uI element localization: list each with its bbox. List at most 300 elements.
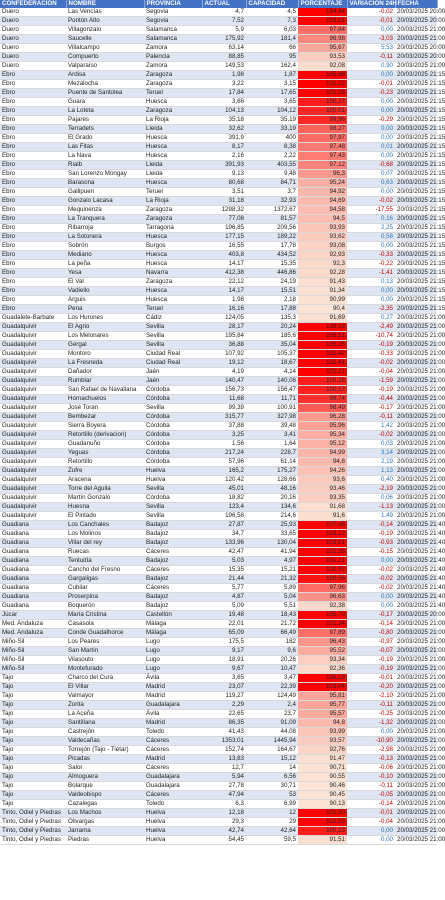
cell-fecha: 20/03/2025 21:00 <box>397 791 445 798</box>
table-row[interactable] <box>0 710 437 719</box>
cell-porcentaje: 95,12 <box>298 440 347 449</box>
cell-porcentaje: 91,51 <box>298 836 347 845</box>
column-header-actual[interactable]: ACTUAL <box>202 0 246 8</box>
table-row[interactable] <box>0 449 437 458</box>
cell-variacion: -0,14 <box>347 620 395 629</box>
table-row[interactable] <box>0 818 437 827</box>
table-row[interactable] <box>0 386 437 395</box>
table-row[interactable] <box>0 665 437 674</box>
cell-nombre: La Fresneda <box>66 359 144 368</box>
table-row[interactable] <box>0 683 437 692</box>
cell-actual: 47,94 <box>202 791 246 800</box>
cell-variacion: -0,01 <box>347 674 395 683</box>
cell-actual: 6,3 <box>202 800 246 809</box>
table-row[interactable] <box>0 611 437 620</box>
cell-variacion: 0,58 <box>347 233 395 242</box>
table-row[interactable] <box>0 152 437 161</box>
cell-provincia: Huelva <box>144 836 202 845</box>
cell-variacion: -0,19 <box>347 530 395 539</box>
cell-provincia: Badajoz <box>144 575 202 584</box>
table-row[interactable] <box>0 404 437 413</box>
cell-capacidad: 6,99 <box>246 800 298 809</box>
cell-porcentaje: 99,74 <box>298 395 347 404</box>
cell-variacion: -0,80 <box>347 629 395 638</box>
cell-actual: 45,01 <box>202 485 246 494</box>
cell-actual: 18,91 <box>202 656 246 665</box>
cell-fecha: 20/03/2025 21:15 <box>397 170 445 177</box>
table-row[interactable] <box>0 467 437 476</box>
table-row[interactable] <box>0 215 437 224</box>
cell-fecha: 20/03/2025 21:00 <box>397 404 445 411</box>
cell-fecha: 20/03/2025 21:00 <box>397 395 445 402</box>
cell-confederacion: Tajo <box>0 755 66 764</box>
cell-porcentaje: 104,44 <box>298 8 347 17</box>
cell-capacidad: 5,04 <box>246 593 298 602</box>
cell-nombre: José Toran <box>66 404 144 413</box>
table-row[interactable] <box>0 620 437 629</box>
cell-confederacion: Guadalquivir <box>0 350 66 359</box>
cell-confederacion: Guadalquivir <box>0 512 66 521</box>
cell-nombre: El Val <box>66 278 144 287</box>
cell-fecha: 20/03/2025 21:15 <box>397 134 445 141</box>
cell-variacion: -0,14 <box>347 800 395 809</box>
cell-confederacion: Tinto, Odiel y Piedras <box>0 836 66 845</box>
cell-fecha: 20/03/2025 21:15 <box>397 197 445 204</box>
table-row[interactable] <box>0 431 437 440</box>
header-row <box>0 0 437 8</box>
cell-capacidad: 130,04 <box>246 539 298 548</box>
cell-fecha: 20/03/2025 21:00 <box>397 350 445 357</box>
cell-fecha: 20/03/2025 21:00 <box>397 836 445 843</box>
table-row[interactable] <box>0 44 437 53</box>
table-row[interactable] <box>0 116 437 125</box>
cell-capacidad: 33,19 <box>246 125 298 134</box>
cell-actual: 27,87 <box>202 521 246 530</box>
cell-confederacion: Tajo <box>0 782 66 791</box>
cell-actual: 412,38 <box>202 269 246 278</box>
table-row[interactable] <box>0 413 437 422</box>
cell-nombre: Valdeobispo <box>66 791 144 800</box>
cell-actual: 13,83 <box>202 755 246 764</box>
cell-variacion: -0,02 <box>347 359 395 368</box>
table-row[interactable] <box>0 62 437 71</box>
cell-actual: 5,03 <box>202 557 246 566</box>
cell-fecha: 20/03/2025 21:00 <box>397 755 445 762</box>
cell-nombre: Saucelle <box>66 35 144 44</box>
cell-provincia: Córdoba <box>144 458 202 467</box>
cell-porcentaje: 93,6 <box>298 476 347 485</box>
table-row[interactable] <box>0 512 437 521</box>
cell-variacion: -0,11 <box>347 701 395 710</box>
cell-variacion: 2,25 <box>347 224 395 233</box>
table-row[interactable] <box>0 26 437 35</box>
cell-porcentaje: 101,03 <box>298 818 347 827</box>
cell-provincia: Badajoz <box>144 539 202 548</box>
cell-variacion: -0,06 <box>347 764 395 773</box>
cell-variacion: -0,02 <box>347 575 395 584</box>
table-row[interactable] <box>0 206 437 215</box>
table-row[interactable] <box>0 458 437 467</box>
cell-actual: 80,68 <box>202 179 246 188</box>
table-row[interactable] <box>0 134 437 143</box>
table-row[interactable] <box>0 233 437 242</box>
table-row[interactable] <box>0 35 437 44</box>
cell-fecha: 20/03/2025 21:15 <box>397 179 445 186</box>
cell-provincia: Jaén <box>144 377 202 386</box>
table-row[interactable] <box>0 575 437 584</box>
table-row[interactable] <box>0 89 437 98</box>
cell-fecha: 20/03/2025 21:00 <box>397 710 445 717</box>
table-row[interactable] <box>0 395 437 404</box>
cell-capacidad: 30,71 <box>246 782 298 791</box>
table-row[interactable] <box>0 485 437 494</box>
cell-capacidad: 11,71 <box>246 395 298 404</box>
table-row[interactable] <box>0 8 437 17</box>
cell-porcentaje: 105,25 <box>298 341 347 350</box>
cell-porcentaje: 105,19 <box>298 674 347 683</box>
cell-actual: 9,17 <box>202 647 246 656</box>
cell-capacidad: 91,09 <box>246 719 298 728</box>
cell-provincia: Cáceres <box>144 548 202 557</box>
cell-provincia: Huesca <box>144 296 202 305</box>
cell-provincia: Huelva <box>144 818 202 827</box>
cell-confederacion: Ebro <box>0 269 66 278</box>
table-row[interactable] <box>0 17 437 26</box>
table-row[interactable] <box>0 368 437 377</box>
cell-porcentaje: 103,04 <box>298 683 347 692</box>
table-row[interactable] <box>0 53 437 62</box>
cell-nombre: Montoro <box>66 350 144 359</box>
table-row[interactable] <box>0 260 437 269</box>
cell-variacion: -0,29 <box>347 116 395 125</box>
cell-nombre: Las Fitas <box>66 143 144 152</box>
table-row[interactable] <box>0 269 437 278</box>
table-row[interactable] <box>0 161 437 170</box>
table-row[interactable] <box>0 494 437 503</box>
cell-variacion: -0,17 <box>347 611 395 620</box>
table-row[interactable] <box>0 584 437 593</box>
cell-provincia: Zaragoza <box>144 80 202 89</box>
cell-fecha: 20/03/2025 21:00 <box>397 314 445 321</box>
cell-confederacion: Tajo <box>0 692 66 701</box>
cell-variacion: 0,03 <box>347 440 395 449</box>
table-row[interactable] <box>0 800 437 809</box>
cell-provincia: Cáceres <box>144 566 202 575</box>
table-row[interactable] <box>0 773 437 782</box>
column-header-variacion[interactable]: VARIACION 24H <box>347 0 395 8</box>
cell-porcentaje: 95,52 <box>298 647 347 656</box>
cell-actual: 63,14 <box>202 44 246 53</box>
cell-nombre: Piedras <box>66 836 144 845</box>
table-row[interactable] <box>0 242 437 251</box>
cell-actual: 86,35 <box>202 719 246 728</box>
table-row[interactable] <box>0 836 437 845</box>
table-row[interactable] <box>0 296 437 305</box>
cell-fecha: 20/03/2025 21:00 <box>397 458 445 465</box>
cell-porcentaje: 93,62 <box>298 233 347 242</box>
cell-provincia: Málaga <box>144 620 202 629</box>
cell-variacion: -0,02 <box>347 584 395 593</box>
cell-fecha: 20/03/2025 21:00 <box>397 719 445 726</box>
cell-variacion: 0,00 <box>347 287 395 296</box>
cell-nombre: Los Canchales <box>66 521 144 530</box>
cell-fecha: 20/03/2025 21:15 <box>397 80 445 87</box>
cell-variacion: -0,33 <box>347 350 395 359</box>
cell-capacidad: 66,49 <box>246 629 298 638</box>
cell-variacion: 0,00 <box>347 602 395 611</box>
cell-capacidad: 327,98 <box>246 413 298 422</box>
cell-fecha: 20/03/2025 21:00 <box>397 341 445 348</box>
cell-fecha: 20/03/2025 21:15 <box>397 206 445 213</box>
table-row[interactable] <box>0 341 437 350</box>
cell-confederacion: Tajo <box>0 800 66 809</box>
cell-actual: 9,67 <box>202 665 246 674</box>
table-row[interactable] <box>0 674 437 683</box>
cell-fecha: 20/03/2025 21:00 <box>397 629 445 636</box>
cell-porcentaje: 102,41 <box>298 359 347 368</box>
cell-confederacion: Duero <box>0 17 66 26</box>
cell-confederacion: Miño-Sil <box>0 656 66 665</box>
cell-provincia: Palencia <box>144 53 202 62</box>
table-row[interactable] <box>0 602 437 611</box>
column-header-capacidad[interactable]: CAPACIDAD <box>246 0 298 8</box>
cell-variacion: -0,13 <box>347 755 395 764</box>
table-row[interactable] <box>0 188 437 197</box>
table-row[interactable] <box>0 377 437 386</box>
cell-porcentaje: 100,23 <box>298 827 347 836</box>
cell-provincia: Badajoz <box>144 521 202 530</box>
table-row[interactable] <box>0 638 437 647</box>
table-row[interactable] <box>0 809 437 818</box>
cell-provincia: Ávila <box>144 674 202 683</box>
cell-actual: 35,18 <box>202 116 246 125</box>
table-row[interactable] <box>0 251 437 260</box>
cell-actual: 217,24 <box>202 449 246 458</box>
cell-provincia: Córdoba <box>144 386 202 395</box>
table-row[interactable] <box>0 350 437 359</box>
cell-nombre: Sobrón <box>66 242 144 251</box>
cell-fecha: 20/03/2025 21:00 <box>397 692 445 699</box>
cell-actual: 18,82 <box>202 494 246 503</box>
cell-capacidad: 33,65 <box>246 530 298 539</box>
cell-confederacion: Ebro <box>0 116 66 125</box>
cell-capacidad: 4,14 <box>246 368 298 377</box>
cell-fecha: 20/03/2025 21:00 <box>397 422 445 429</box>
cell-variacion: -0,01 <box>347 80 395 89</box>
cell-confederacion: Med. Andaluza <box>0 629 66 638</box>
cell-capacidad: 5,51 <box>246 602 298 611</box>
cell-confederacion: Ebro <box>0 179 66 188</box>
cell-capacidad: 24,19 <box>246 278 298 287</box>
cell-capacidad: 189,22 <box>246 233 298 242</box>
cell-capacidad: 10,47 <box>246 665 298 674</box>
cell-porcentaje: 95,81 <box>298 692 347 701</box>
cell-provincia: Sevilla <box>144 503 202 512</box>
table-row[interactable] <box>0 782 437 791</box>
cell-porcentaje: 101,26 <box>298 548 347 557</box>
cell-capacidad: 182 <box>246 638 298 647</box>
cell-variacion: 0,00 <box>347 107 395 116</box>
cell-confederacion: Duero <box>0 26 66 35</box>
cell-confederacion: Ebro <box>0 287 66 296</box>
cell-actual: 175,5 <box>202 638 246 647</box>
cell-porcentaje: 96,3 <box>298 170 347 179</box>
cell-fecha: 20/03/2025 21:15 <box>397 161 445 168</box>
cell-nombre: Cubilar <box>66 584 144 593</box>
table-row[interactable] <box>0 170 437 179</box>
column-header-nombre[interactable]: NOMBRE <box>66 0 144 8</box>
cell-actual: 12,18 <box>202 809 246 818</box>
cell-fecha: 20/03/2025 21:00 <box>397 728 445 735</box>
table-row[interactable] <box>0 224 437 233</box>
cell-variacion: -0,11 <box>347 782 395 791</box>
table-row[interactable] <box>0 476 437 485</box>
cell-confederacion: Tajo <box>0 764 66 773</box>
table-row[interactable] <box>0 827 437 836</box>
cell-porcentaje: 90,4 <box>298 305 347 314</box>
cell-porcentaje: 92,3 <box>298 260 347 269</box>
cell-fecha: 20/03/2025 21:15 <box>397 143 445 150</box>
table-row[interactable] <box>0 791 437 800</box>
cell-actual: 5,9 <box>202 26 246 35</box>
cell-confederacion: Duero <box>0 8 66 17</box>
table-row[interactable] <box>0 197 437 206</box>
table-row[interactable] <box>0 746 437 755</box>
table-row[interactable] <box>0 98 437 107</box>
cell-fecha: 20/03/2025 21:15 <box>397 251 445 258</box>
cell-provincia: Huesca <box>144 233 202 242</box>
cell-porcentaje: 95,34 <box>298 431 347 440</box>
cell-capacidad: 6,56 <box>246 773 298 782</box>
cell-actual: 120,42 <box>202 476 246 485</box>
table-row[interactable] <box>0 314 437 323</box>
column-header-fecha[interactable]: FECHA <box>395 0 437 8</box>
table-row[interactable] <box>0 107 437 116</box>
cell-porcentaje: 107,48 <box>298 521 347 530</box>
cell-nombre: Retortillo (derivacion) <box>66 431 144 440</box>
cell-confederacion: Júcar <box>0 611 66 620</box>
table-row[interactable] <box>0 179 437 188</box>
cell-confederacion: Guadiana <box>0 575 66 584</box>
cell-porcentaje: 90,45 <box>298 791 347 800</box>
cell-porcentaje: 91,47 <box>298 755 347 764</box>
cell-nombre: Zufre <box>66 467 144 476</box>
cell-variacion: 0,00 <box>347 728 395 737</box>
cell-porcentaje: 93,46 <box>298 485 347 494</box>
table-row[interactable] <box>0 548 437 557</box>
table-row[interactable] <box>0 143 437 152</box>
cell-provincia: Badajoz <box>144 593 202 602</box>
cell-actual: 23,07 <box>202 683 246 692</box>
cell-variacion: 0,06 <box>347 494 395 503</box>
table-row[interactable] <box>0 557 437 566</box>
table-row[interactable] <box>0 647 437 656</box>
cell-capacidad: 7,3 <box>246 17 298 26</box>
table-row[interactable] <box>0 332 437 341</box>
table-row[interactable] <box>0 656 437 665</box>
table-row[interactable] <box>0 539 437 548</box>
table-row[interactable] <box>0 755 437 764</box>
cell-capacidad: 1445,94 <box>246 737 298 746</box>
cell-provincia: Sevilla <box>144 332 202 341</box>
cell-nombre: Villagonzalo <box>66 26 144 35</box>
table-row[interactable] <box>0 287 437 296</box>
table-row[interactable] <box>0 71 437 80</box>
column-header-porcentaje[interactable]: PORCENTAJE <box>298 0 347 8</box>
cell-nombre: Bolarque <box>66 782 144 791</box>
cell-variacion: -3,03 <box>347 35 395 44</box>
cell-fecha: 20/03/2025 21:40 <box>397 575 445 582</box>
table-row[interactable] <box>0 305 437 314</box>
cell-provincia: Zamora <box>144 44 202 53</box>
table-row[interactable] <box>0 737 437 746</box>
cell-provincia: Zaragoza <box>144 71 202 80</box>
cell-variacion: -0,97 <box>347 638 395 647</box>
table-row[interactable] <box>0 521 437 530</box>
column-header-provincia[interactable]: PROVINCIA <box>144 0 202 8</box>
cell-confederacion: Miño-Sil <box>0 665 66 674</box>
table-row[interactable] <box>0 503 437 512</box>
cell-capacidad: 21,32 <box>246 575 298 584</box>
table-row[interactable] <box>0 764 437 773</box>
cell-provincia: Guadalajara <box>144 782 202 791</box>
cell-porcentaje: 92,08 <box>298 62 347 71</box>
table-row[interactable] <box>0 440 437 449</box>
cell-variacion: -0,02 <box>347 566 395 575</box>
table-row[interactable] <box>0 728 437 737</box>
cell-variacion: -0,17 <box>347 404 395 413</box>
table-row[interactable] <box>0 701 437 710</box>
cell-capacidad: 81,57 <box>246 215 298 224</box>
cell-actual: 104,13 <box>202 107 246 116</box>
cell-capacidad: 95 <box>246 53 298 62</box>
table-row[interactable] <box>0 593 437 602</box>
cell-nombre: Conde Guadalhorce <box>66 629 144 638</box>
cell-nombre: Los Peares <box>66 638 144 647</box>
cell-provincia: Ciudad Real <box>144 359 202 368</box>
table-row[interactable] <box>0 719 437 728</box>
cell-provincia: Teruel <box>144 89 202 98</box>
cell-porcentaje: 93,99 <box>298 728 347 737</box>
cell-porcentaje: 90,55 <box>298 773 347 782</box>
cell-nombre: El Agrio <box>66 323 144 332</box>
table-row[interactable] <box>0 629 437 638</box>
cell-actual: 5,09 <box>202 602 246 611</box>
cell-provincia: Huesca <box>144 179 202 188</box>
table-row[interactable] <box>0 692 437 701</box>
cell-capacidad: 209,56 <box>246 224 298 233</box>
table-row[interactable] <box>0 80 437 89</box>
table-row[interactable] <box>0 278 437 287</box>
table-row[interactable] <box>0 323 437 332</box>
table-row[interactable] <box>0 422 437 431</box>
cell-actual: 41,43 <box>202 728 246 737</box>
cell-nombre: San Lorenzo Mongay <box>66 170 144 179</box>
table-row[interactable] <box>0 566 437 575</box>
table-row[interactable] <box>0 530 437 539</box>
cell-provincia: Córdoba <box>144 449 202 458</box>
table-row[interactable] <box>0 125 437 134</box>
cell-nombre: Mediano <box>66 251 144 260</box>
cell-capacidad: 162,4 <box>246 62 298 71</box>
cell-capacidad: 156,47 <box>246 386 298 395</box>
cell-actual: 140,47 <box>202 377 246 386</box>
cell-fecha: 20/03/2025 21:40 <box>397 602 445 609</box>
column-header-confederacion[interactable]: CONFEDERACION <box>0 0 66 8</box>
cell-fecha: 20/03/2025 21:00 <box>397 782 445 789</box>
table-row[interactable] <box>0 359 437 368</box>
cell-confederacion: Guadalquivir <box>0 413 66 422</box>
